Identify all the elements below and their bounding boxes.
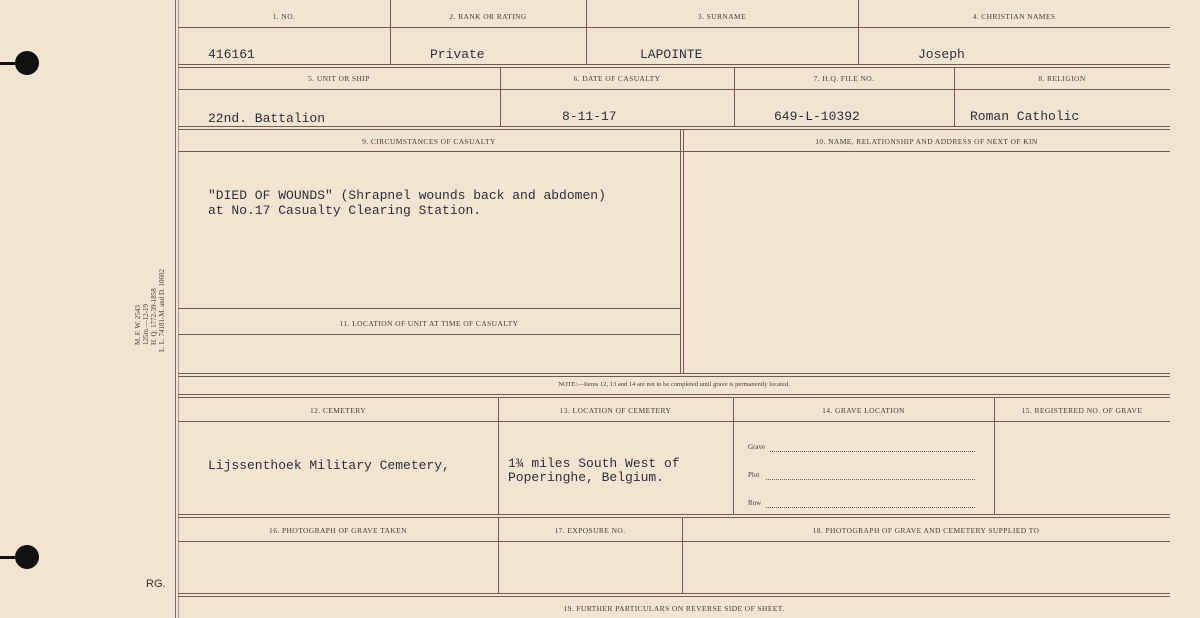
header-circumstances: 9. CIRCUMSTANCES OF CASUALTY [362, 137, 496, 146]
cemetery-value: Lijssenthoek Military Cemetery, [208, 458, 450, 473]
print-code-4: L. L. 74181-M. and D. 10602 [158, 268, 166, 352]
header-registered-no: 15. REGISTERED NO. OF GRAVE [1021, 406, 1143, 415]
cemetery-location-line-2: Poperinghe, Belgium. [508, 470, 665, 485]
header-hq-file: 7. H.Q. FILE NO. [813, 74, 875, 83]
plot-label: Plot [748, 471, 760, 479]
header-rank: 2. RANK OR RATING [449, 12, 527, 21]
header-next-of-kin: 10. NAME, RELATIONSHIP AND ADDRESS OF NEXT OF KIN [815, 137, 1038, 146]
header-christian-names: 4. CHRISTIAN NAMES [972, 12, 1056, 21]
header-no: 1. NO. [272, 12, 296, 21]
header-unit: 5. UNIT OR SHIP [308, 74, 370, 83]
print-code-2: 125m.—12-19 [142, 303, 150, 345]
circumstances-line-1: "DIED OF WOUNDS" (Shrapnel wounds back and abdomen) [208, 188, 606, 203]
punch-hole-top-stub [0, 62, 18, 65]
circumstances-line-2: at No.17 Casualty Clearing Station. [208, 203, 482, 218]
note-text: NOTE:—Items 12, 13 and 14 are not to be completed until grave is permanently located. [558, 381, 790, 388]
service-number: 416161 [208, 47, 255, 62]
religion-value: Roman Catholic [970, 109, 1080, 124]
punch-hole-top [15, 51, 39, 75]
header-exposure-no: 17. EXPOSURE NO. [554, 526, 626, 535]
header-surname: 3. SURNAME [697, 12, 747, 21]
row-label: Row [748, 499, 762, 507]
punch-hole-bottom [15, 545, 39, 569]
punch-hole-bottom-stub [0, 556, 18, 559]
header-location-of-cemetery: 13. LOCATION OF CEMETERY [559, 406, 672, 415]
hq-file-value: 649-L-10392 [774, 109, 860, 124]
header-religion: 8. RELIGION [1038, 74, 1086, 83]
surname-value: LAPOINTE [640, 47, 703, 62]
cemetery-location-line-1: 1¾ miles South West of [508, 456, 680, 471]
print-code-1: M. F. W. 2543 [134, 305, 142, 345]
grave-label: Grave [748, 443, 766, 451]
christian-names-value: Joseph [918, 47, 965, 62]
margin-line [175, 0, 176, 618]
date-value: 8-11-17 [562, 109, 617, 124]
print-code-3: H. Q. 1772-39-1858 [150, 288, 158, 345]
unit-value: 22nd. Battalion [208, 111, 326, 126]
header-photo-taken: 16. PHOTOGRAPH OF GRAVE TAKEN [269, 526, 407, 535]
rg-mark: RG. [146, 578, 166, 590]
header-location-of-unit: 11. LOCATION OF UNIT AT TIME OF CASUALTY [339, 319, 519, 328]
header-photo-supplied: 18. PHOTOGRAPH OF GRAVE AND CEMETERY SUPPLIED TO [812, 526, 1040, 535]
rank-value: Private [430, 47, 485, 62]
footer-further-particulars: 19. FURTHER PARTICULARS ON REVERSE SIDE OF SHEET. [563, 604, 785, 613]
header-date: 6. DATE OF CASUALTY [573, 74, 661, 83]
header-cemetery: 12. CEMETERY [309, 406, 367, 415]
header-grave-location: 14. GRAVE LOCATION [822, 406, 905, 415]
